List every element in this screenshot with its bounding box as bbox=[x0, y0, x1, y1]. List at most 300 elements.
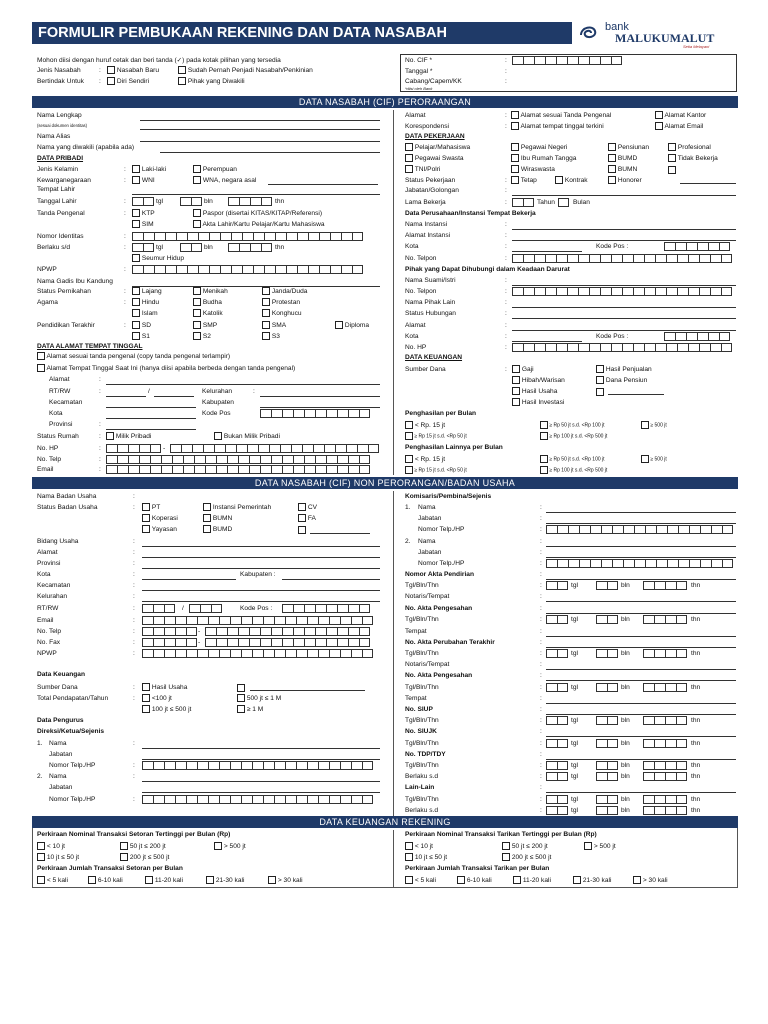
char-box[interactable] bbox=[546, 806, 557, 815]
checkbox[interactable] bbox=[405, 421, 413, 429]
char-box[interactable] bbox=[326, 465, 337, 474]
char-box[interactable] bbox=[721, 343, 732, 352]
char-box[interactable] bbox=[688, 287, 699, 296]
checkbox[interactable] bbox=[37, 876, 45, 884]
char-box[interactable] bbox=[665, 649, 676, 658]
input-line[interactable] bbox=[546, 680, 736, 681]
alamat-pengenal-option[interactable]: Alamat sesuai tanda pengenal (copy tanda pengenal terlampir) bbox=[37, 352, 230, 360]
char-box[interactable] bbox=[172, 455, 183, 464]
input-line[interactable] bbox=[106, 384, 380, 385]
char-box[interactable] bbox=[689, 559, 700, 568]
char-box[interactable] bbox=[337, 638, 348, 647]
char-box-group[interactable] bbox=[596, 806, 618, 815]
checkbox-option[interactable]: 6-10 kali bbox=[88, 876, 123, 884]
char-box[interactable] bbox=[362, 649, 373, 658]
char-box-group[interactable] bbox=[142, 627, 197, 636]
checkbox-option[interactable]: < 5 kali bbox=[405, 876, 436, 884]
checkbox[interactable] bbox=[512, 387, 520, 395]
char-box-group[interactable] bbox=[142, 616, 373, 625]
checkbox[interactable] bbox=[511, 154, 519, 162]
char-box[interactable] bbox=[142, 795, 153, 804]
checkbox[interactable] bbox=[262, 309, 270, 317]
char-box[interactable] bbox=[546, 581, 557, 590]
char-box[interactable] bbox=[164, 649, 175, 658]
char-box[interactable] bbox=[326, 409, 337, 418]
checkbox[interactable] bbox=[142, 683, 150, 691]
char-box[interactable] bbox=[654, 772, 665, 781]
input-line[interactable] bbox=[142, 590, 380, 591]
checkbox[interactable] bbox=[641, 455, 649, 463]
alamat-email-option[interactable]: Alamat Email bbox=[655, 122, 703, 130]
char-box-group[interactable] bbox=[546, 581, 568, 590]
char-box[interactable] bbox=[676, 739, 687, 748]
jenis-nasabah-baru[interactable]: Nasabah Baru bbox=[107, 66, 159, 74]
char-box[interactable] bbox=[227, 465, 238, 474]
char-box[interactable] bbox=[644, 343, 655, 352]
char-box[interactable] bbox=[546, 525, 557, 534]
char-box-group[interactable] bbox=[596, 772, 618, 781]
char-box[interactable] bbox=[357, 444, 368, 453]
input-line[interactable] bbox=[142, 546, 380, 547]
char-box[interactable] bbox=[348, 409, 359, 418]
char-box[interactable] bbox=[307, 795, 318, 804]
char-box[interactable] bbox=[612, 525, 623, 534]
char-box[interactable] bbox=[242, 265, 253, 274]
checkbox-option[interactable]: Hasil Usaha bbox=[512, 387, 557, 395]
checkbox[interactable] bbox=[203, 503, 211, 511]
char-box[interactable] bbox=[590, 525, 601, 534]
char-box[interactable] bbox=[352, 232, 363, 241]
char-box[interactable] bbox=[191, 243, 202, 252]
char-box[interactable] bbox=[664, 332, 675, 341]
checkbox[interactable] bbox=[142, 503, 150, 511]
input-line[interactable] bbox=[512, 195, 736, 196]
char-box[interactable] bbox=[654, 761, 665, 770]
char-box-group[interactable] bbox=[512, 287, 732, 296]
checkbox[interactable] bbox=[193, 287, 201, 295]
char-box[interactable] bbox=[269, 444, 280, 453]
char-box[interactable] bbox=[676, 795, 687, 804]
checkbox[interactable] bbox=[88, 876, 96, 884]
checkbox-option[interactable]: 6-10 kali bbox=[457, 876, 492, 884]
char-box[interactable] bbox=[249, 455, 260, 464]
checkbox[interactable] bbox=[573, 876, 581, 884]
char-box[interactable] bbox=[274, 616, 285, 625]
alamat-kantor-option[interactable]: Alamat Kantor bbox=[655, 111, 706, 119]
char-box[interactable] bbox=[319, 232, 330, 241]
nama-lengkap-field[interactable] bbox=[140, 120, 380, 121]
char-box[interactable] bbox=[643, 795, 654, 804]
char-box[interactable] bbox=[512, 287, 523, 296]
char-box[interactable] bbox=[678, 525, 689, 534]
checkbox-option[interactable]: Pegawai Negeri bbox=[511, 143, 567, 151]
char-box[interactable] bbox=[203, 444, 214, 453]
char-box[interactable] bbox=[654, 615, 665, 624]
char-box[interactable] bbox=[293, 455, 304, 464]
char-box[interactable] bbox=[214, 444, 225, 453]
char-box[interactable] bbox=[228, 243, 239, 252]
char-box[interactable] bbox=[677, 343, 688, 352]
sd-option[interactable]: SD bbox=[132, 321, 151, 329]
char-box[interactable] bbox=[359, 455, 370, 464]
input-line[interactable] bbox=[512, 330, 736, 331]
char-box-group[interactable] bbox=[546, 649, 568, 658]
checkbox-option[interactable]: Profesional bbox=[668, 143, 711, 151]
char-box[interactable] bbox=[293, 409, 304, 418]
char-box[interactable] bbox=[165, 232, 176, 241]
char-box[interactable] bbox=[247, 444, 258, 453]
char-box[interactable] bbox=[142, 604, 153, 613]
char-box-group[interactable] bbox=[596, 795, 618, 804]
char-box-group[interactable] bbox=[643, 581, 687, 590]
s2-option[interactable]: S2 bbox=[193, 332, 211, 340]
checkbox[interactable] bbox=[405, 842, 413, 850]
char-box-group[interactable] bbox=[282, 604, 370, 613]
char-box[interactable] bbox=[348, 638, 359, 647]
char-box[interactable] bbox=[260, 638, 271, 647]
char-box[interactable] bbox=[607, 683, 618, 692]
char-box-group[interactable] bbox=[180, 197, 202, 206]
char-box[interactable] bbox=[545, 254, 556, 263]
char-box[interactable] bbox=[318, 795, 329, 804]
char-box[interactable] bbox=[274, 795, 285, 804]
checkbox[interactable] bbox=[132, 176, 140, 184]
protestan-option[interactable]: Protestan bbox=[262, 298, 300, 306]
char-box[interactable] bbox=[677, 254, 688, 263]
char-box[interactable] bbox=[106, 444, 117, 453]
char-box[interactable] bbox=[260, 455, 271, 464]
char-box[interactable] bbox=[143, 197, 154, 206]
checkbox[interactable] bbox=[668, 143, 676, 151]
char-box-group[interactable] bbox=[596, 761, 618, 770]
char-box[interactable] bbox=[194, 465, 205, 474]
char-box-group[interactable] bbox=[205, 627, 370, 636]
checkbox[interactable] bbox=[641, 421, 649, 429]
checkbox[interactable] bbox=[405, 143, 413, 151]
char-box[interactable] bbox=[676, 772, 687, 781]
char-box[interactable] bbox=[611, 56, 622, 65]
char-box-group[interactable] bbox=[643, 795, 687, 804]
char-box[interactable] bbox=[142, 638, 153, 647]
diploma-option[interactable]: Diploma bbox=[335, 321, 369, 329]
char-box[interactable] bbox=[261, 197, 272, 206]
char-box[interactable] bbox=[667, 559, 678, 568]
char-box[interactable] bbox=[556, 254, 567, 263]
char-box[interactable] bbox=[216, 455, 227, 464]
char-box[interactable] bbox=[678, 559, 689, 568]
checkbox[interactable] bbox=[142, 525, 150, 533]
char-box[interactable] bbox=[183, 465, 194, 474]
char-box[interactable] bbox=[351, 616, 362, 625]
checkbox-option[interactable]: Hasil Usaha bbox=[142, 683, 187, 691]
char-box[interactable] bbox=[208, 649, 219, 658]
hp-boxes[interactable] bbox=[106, 444, 161, 453]
char-box-group[interactable] bbox=[643, 761, 687, 770]
char-box[interactable] bbox=[654, 683, 665, 692]
char-box[interactable] bbox=[644, 254, 655, 263]
checkbox-option[interactable]: 50 jt ≤ 200 jt bbox=[120, 842, 166, 850]
char-box[interactable] bbox=[205, 455, 216, 464]
char-box[interactable] bbox=[231, 265, 242, 274]
char-box[interactable] bbox=[557, 683, 568, 692]
checkbox[interactable] bbox=[511, 111, 519, 119]
char-box[interactable] bbox=[337, 627, 348, 636]
char-box[interactable] bbox=[654, 795, 665, 804]
checkbox-option[interactable]: ≥ Rp 15 jt s.d. <Rp 50 jt bbox=[405, 466, 467, 474]
char-box[interactable] bbox=[208, 795, 219, 804]
char-box[interactable] bbox=[589, 287, 600, 296]
char-box[interactable] bbox=[697, 332, 708, 341]
char-box[interactable] bbox=[643, 716, 654, 725]
jk-laki[interactable]: Laki-laki bbox=[132, 165, 166, 173]
npwp-boxes[interactable] bbox=[132, 265, 363, 274]
char-box[interactable] bbox=[241, 761, 252, 770]
char-box-group[interactable] bbox=[142, 795, 373, 804]
char-box[interactable] bbox=[154, 265, 165, 274]
char-box-group[interactable] bbox=[142, 638, 197, 647]
char-box[interactable] bbox=[546, 649, 557, 658]
checkbox[interactable] bbox=[203, 525, 211, 533]
char-box[interactable] bbox=[139, 444, 150, 453]
char-box[interactable] bbox=[252, 761, 263, 770]
char-box[interactable] bbox=[654, 649, 665, 658]
input-line[interactable] bbox=[106, 407, 196, 408]
char-box[interactable] bbox=[359, 409, 370, 418]
char-box[interactable] bbox=[655, 254, 666, 263]
checkbox-option[interactable]: < 10 jt bbox=[37, 842, 65, 850]
checkbox[interactable] bbox=[206, 876, 214, 884]
input-line[interactable] bbox=[132, 286, 380, 287]
budha-option[interactable]: Budha bbox=[193, 298, 222, 306]
checkbox-option[interactable]: < 10 jt bbox=[405, 842, 433, 850]
char-box[interactable] bbox=[260, 627, 271, 636]
checkbox[interactable] bbox=[513, 876, 521, 884]
char-box[interactable] bbox=[623, 525, 634, 534]
char-box[interactable] bbox=[198, 232, 209, 241]
char-box[interactable] bbox=[153, 649, 164, 658]
checkbox[interactable] bbox=[596, 388, 604, 396]
char-box[interactable] bbox=[607, 761, 618, 770]
char-box[interactable] bbox=[258, 444, 269, 453]
char-box[interactable] bbox=[293, 627, 304, 636]
char-box[interactable] bbox=[304, 604, 315, 613]
char-box[interactable] bbox=[596, 716, 607, 725]
checkbox-option[interactable]: 10 jt ≤ 50 jt bbox=[405, 853, 447, 861]
islam-option[interactable]: Islam bbox=[132, 309, 158, 317]
char-box[interactable] bbox=[142, 627, 153, 636]
char-box-group[interactable] bbox=[596, 739, 618, 748]
checkbox[interactable] bbox=[132, 332, 140, 340]
char-box[interactable] bbox=[209, 232, 220, 241]
char-box[interactable] bbox=[700, 525, 711, 534]
char-box[interactable] bbox=[545, 56, 556, 65]
input-line[interactable] bbox=[106, 418, 196, 419]
checkbox[interactable] bbox=[540, 432, 548, 440]
char-box[interactable] bbox=[315, 465, 326, 474]
char-box[interactable] bbox=[665, 739, 676, 748]
checkbox[interactable] bbox=[335, 321, 343, 329]
checkbox-option[interactable]: < 5 kali bbox=[37, 876, 68, 884]
char-box[interactable] bbox=[186, 649, 197, 658]
char-box[interactable] bbox=[219, 795, 230, 804]
checkbox[interactable] bbox=[608, 143, 616, 151]
s1-option[interactable]: S1 bbox=[132, 332, 150, 340]
jk-perempuan[interactable]: Perempuan bbox=[193, 165, 237, 173]
char-box[interactable] bbox=[351, 761, 362, 770]
char-box[interactable] bbox=[556, 343, 567, 352]
checkbox-option[interactable]: ≥ 1 M bbox=[237, 705, 263, 713]
input-line[interactable] bbox=[546, 523, 736, 524]
char-box[interactable] bbox=[225, 444, 236, 453]
char-box[interactable] bbox=[607, 649, 618, 658]
char-box[interactable] bbox=[282, 638, 293, 647]
checkbox[interactable] bbox=[502, 853, 510, 861]
char-box[interactable] bbox=[143, 232, 154, 241]
char-box[interactable] bbox=[239, 243, 250, 252]
input-line[interactable] bbox=[546, 714, 736, 715]
char-box[interactable] bbox=[667, 525, 678, 534]
input-line[interactable] bbox=[142, 792, 380, 793]
char-box[interactable] bbox=[252, 795, 263, 804]
checkbox-option[interactable]: BUMN bbox=[203, 514, 232, 522]
input-line[interactable] bbox=[546, 546, 736, 547]
checkbox-option[interactable]: 21-30 kali bbox=[573, 876, 611, 884]
char-box[interactable] bbox=[643, 581, 654, 590]
char-box[interactable] bbox=[271, 409, 282, 418]
char-box[interactable] bbox=[285, 649, 296, 658]
char-box[interactable] bbox=[263, 795, 274, 804]
input-line[interactable] bbox=[512, 251, 582, 252]
char-box[interactable] bbox=[230, 649, 241, 658]
char-box[interactable] bbox=[197, 795, 208, 804]
char-box[interactable] bbox=[556, 287, 567, 296]
char-box[interactable] bbox=[150, 465, 161, 474]
char-box[interactable] bbox=[557, 525, 568, 534]
char-box[interactable] bbox=[654, 716, 665, 725]
char-box[interactable] bbox=[711, 525, 722, 534]
char-box[interactable] bbox=[534, 343, 545, 352]
char-box[interactable] bbox=[172, 465, 183, 474]
char-box[interactable] bbox=[296, 649, 307, 658]
char-box[interactable] bbox=[164, 616, 175, 625]
char-box[interactable] bbox=[170, 444, 181, 453]
char-box[interactable] bbox=[633, 343, 644, 352]
char-box[interactable] bbox=[622, 287, 633, 296]
char-box[interactable] bbox=[700, 559, 711, 568]
checkbox-option[interactable]: Tidak Bekerja bbox=[668, 154, 718, 162]
wni-option[interactable]: WNI bbox=[132, 176, 155, 184]
char-box[interactable] bbox=[341, 265, 352, 274]
char-box-group[interactable] bbox=[205, 638, 370, 647]
char-box[interactable] bbox=[285, 616, 296, 625]
checkbox[interactable] bbox=[512, 365, 520, 373]
checkbox-option[interactable]: 50 jt ≤ 200 jt bbox=[502, 842, 548, 850]
char-box[interactable] bbox=[330, 265, 341, 274]
input-line[interactable] bbox=[132, 194, 380, 195]
char-box[interactable] bbox=[719, 332, 730, 341]
char-box[interactable] bbox=[348, 604, 359, 613]
char-box[interactable] bbox=[722, 525, 733, 534]
char-box[interactable] bbox=[722, 559, 733, 568]
paspor-option[interactable]: Paspor (disertai KITAS/KITAP/Referensi) bbox=[193, 209, 322, 217]
char-box[interactable] bbox=[153, 604, 164, 613]
input-line[interactable] bbox=[142, 781, 380, 782]
char-box[interactable] bbox=[164, 638, 175, 647]
checkbox[interactable] bbox=[107, 66, 115, 74]
char-box[interactable] bbox=[142, 649, 153, 658]
char-box[interactable] bbox=[242, 232, 253, 241]
char-box[interactable] bbox=[607, 581, 618, 590]
char-box[interactable] bbox=[326, 638, 337, 647]
char-box[interactable] bbox=[721, 254, 732, 263]
char-box[interactable] bbox=[260, 409, 271, 418]
char-box[interactable] bbox=[329, 616, 340, 625]
char-box[interactable] bbox=[282, 455, 293, 464]
char-box[interactable] bbox=[304, 455, 315, 464]
char-box[interactable] bbox=[117, 465, 128, 474]
char-box[interactable] bbox=[337, 465, 348, 474]
char-box-group[interactable] bbox=[596, 716, 618, 725]
char-box[interactable] bbox=[362, 616, 373, 625]
checkbox-option[interactable]: 11-20 kali bbox=[145, 876, 183, 884]
char-box[interactable] bbox=[643, 615, 654, 624]
char-box[interactable] bbox=[329, 761, 340, 770]
checkbox[interactable] bbox=[193, 298, 201, 306]
char-box[interactable] bbox=[607, 615, 618, 624]
char-box[interactable] bbox=[198, 265, 209, 274]
checkbox[interactable] bbox=[193, 332, 201, 340]
char-box[interactable] bbox=[165, 265, 176, 274]
char-box[interactable] bbox=[197, 649, 208, 658]
char-box[interactable] bbox=[219, 761, 230, 770]
char-box[interactable] bbox=[699, 254, 710, 263]
char-box[interactable] bbox=[330, 232, 341, 241]
char-box[interactable] bbox=[315, 409, 326, 418]
char-box[interactable] bbox=[643, 683, 654, 692]
char-box[interactable] bbox=[546, 683, 557, 692]
char-box[interactable] bbox=[557, 772, 568, 781]
char-box-group[interactable] bbox=[546, 806, 568, 815]
char-box[interactable] bbox=[293, 604, 304, 613]
char-box[interactable] bbox=[534, 254, 545, 263]
char-box[interactable] bbox=[154, 232, 165, 241]
char-box[interactable] bbox=[186, 795, 197, 804]
char-box-group[interactable] bbox=[546, 559, 733, 568]
input-line[interactable] bbox=[512, 229, 736, 230]
char-box[interactable] bbox=[545, 343, 556, 352]
char-box[interactable] bbox=[654, 581, 665, 590]
char-box[interactable] bbox=[675, 332, 686, 341]
char-box[interactable] bbox=[326, 604, 337, 613]
checkbox[interactable] bbox=[502, 842, 510, 850]
char-box[interactable] bbox=[337, 409, 348, 418]
checkbox-option[interactable]: ≥ Rp 15 jt s.d. <Rp 50 jt bbox=[405, 432, 467, 440]
char-box[interactable] bbox=[264, 265, 275, 274]
checkbox-option[interactable]: > 500 jt bbox=[584, 842, 616, 850]
char-box[interactable] bbox=[643, 761, 654, 770]
char-box-group[interactable] bbox=[546, 739, 568, 748]
char-box[interactable] bbox=[557, 559, 568, 568]
char-box[interactable] bbox=[643, 806, 654, 815]
input-line[interactable] bbox=[546, 512, 736, 513]
char-box[interactable] bbox=[192, 444, 203, 453]
input-line[interactable] bbox=[268, 184, 378, 185]
char-box[interactable] bbox=[264, 232, 275, 241]
input-line[interactable] bbox=[142, 579, 236, 580]
input-line[interactable] bbox=[512, 240, 736, 241]
char-box[interactable] bbox=[194, 455, 205, 464]
char-box[interactable] bbox=[209, 265, 220, 274]
